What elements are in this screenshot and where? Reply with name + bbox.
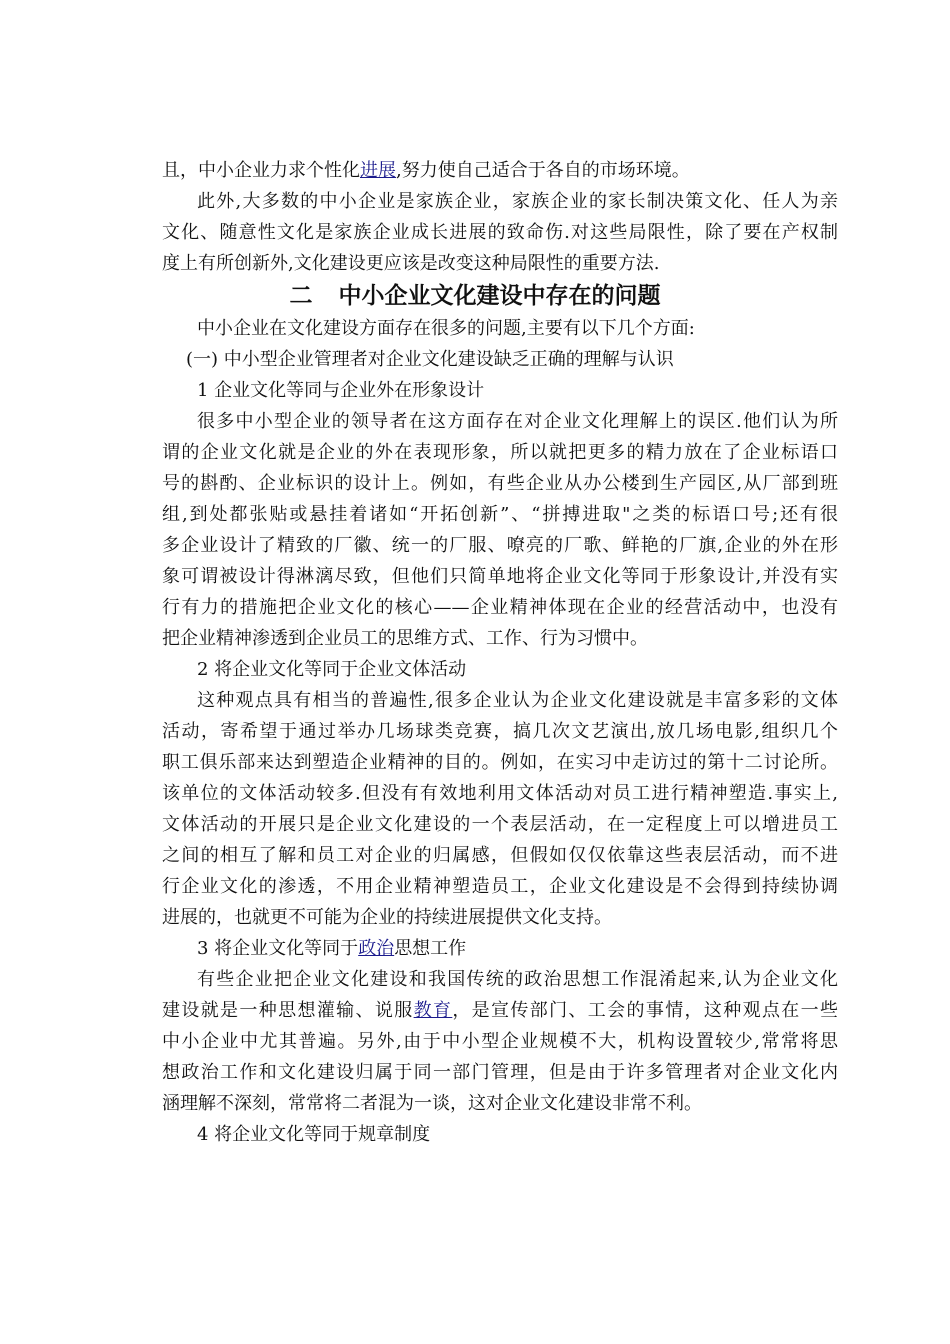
paragraph-line: 象可谓被设计得淋漓尽致，但他们只简单地将企业文化等同于形象设计,并没有实 <box>162 566 838 587</box>
section-heading <box>0 279 950 313</box>
paragraph-line <box>162 156 838 186</box>
item-heading: 4 将企业文化等同于规章制度 <box>197 1124 431 1145</box>
item-heading: 2 将企业文化等同于企业文体活动 <box>197 659 467 680</box>
text-span: ,努力使自己适合于各自的市场环境。 <box>396 160 690 181</box>
link-zhengzhi[interactable]: 政治 <box>358 938 395 959</box>
paragraph-line: 有些企业把企业文化建设和我国传统的政治思想工作混淆起来,认为企业文化 <box>197 969 838 990</box>
paragraph-line: 中小企业中尤其普遍。另外,由于中小型企业规模不大，机构设置较少,常常将思 <box>162 1031 838 1052</box>
paragraph-line: 想政治工作和文化建设归属于同一部门管理，但是由于许多管理者对企业文化内 <box>162 1062 838 1083</box>
paragraph-line: 谓的企业文化就是企业的外在表现形象，所以就把更多的精力放在了企业标语口 <box>162 442 838 463</box>
paragraph-line: 文化、随意性文化是家族企业成长进展的致命伤.对这些局限性，除了要在产权制 <box>162 222 838 243</box>
section-number: 二 <box>289 283 313 309</box>
paragraph-line: 活动，寄希望于通过举办几场球类竞赛，搞几次文艺演出,放几场电影,组织几个 <box>162 721 838 742</box>
link-jiaoyu[interactable]: 教育 <box>413 1000 453 1021</box>
paragraph-line <box>162 996 838 1026</box>
item-heading <box>197 934 838 964</box>
paragraph-line: 行有力的措施把企业文化的核心——企业精神体现在企业的经营活动中，也没有 <box>162 597 838 618</box>
paragraph-line: 涵理解不深刻，常常将二者混为一谈，这对企业文化建设非常不利。 <box>162 1093 702 1114</box>
paragraph-line: 进展的，也就更不可能为企业的持续进展提供文化支持。 <box>162 907 612 928</box>
paragraph-line: 此外,大多数的中小企业是家族企业，家族企业的家长制决策文化、任人为亲 <box>197 191 838 212</box>
paragraph-line: 号的斟酌、企业标识的设计上。例如，有些企业从办公楼到生产园区,从厂部到班 <box>162 473 838 494</box>
text-span: 建设就是一种思想灌输、说服 <box>162 1000 414 1021</box>
text-span: 且，中小企业力求个性化 <box>162 160 360 181</box>
text-span: ，是宣传部门、工会的事情，这种观点在一些 <box>452 1000 838 1021</box>
section-intro: 中小企业在文化建设方面存在很多的问题,主要有以下几个方面: <box>197 318 695 339</box>
paragraph-line: 组,到处都张贴或悬挂着诸如“开拓创新”、“拼搏进取"之类的标语口号;还有很 <box>162 504 838 525</box>
text-span: 3 将企业文化等同于 <box>197 938 359 959</box>
paragraph-line: 职工俱乐部来达到塑造企业精神的目的。例如，在实习中走访过的第十二讨论所。 <box>162 752 838 773</box>
link-jinzhan[interactable]: 进展 <box>360 160 396 181</box>
paragraph-line: 文体活动的开展只是企业文化建设的一个表层活动，在一定程度上可以增进员工 <box>162 814 838 835</box>
paragraph-line: 这种观点具有相当的普遍性,很多企业认为企业文化建设就是丰富多彩的文体 <box>197 690 838 711</box>
text-span: 思想工作 <box>394 938 467 959</box>
paragraph-line: 把企业精神渗透到企业员工的思维方式、工作、行为习惯中。 <box>162 628 648 649</box>
paragraph-line: 度上有所创新外,文化建设更应该是改变这种局限性的重要方法. <box>162 253 660 274</box>
item-heading: 1 企业文化等同与企业外在形象设计 <box>197 380 485 401</box>
paragraph-line: 很多中小型企业的领导者在这方面存在对企业文化理解上的误区.他们认为所 <box>197 411 838 432</box>
section-title: 中小企业文化建设中存在的问题 <box>338 283 661 309</box>
paragraph-line: 该单位的文体活动较多.但没有有效地利用文体活动对员工进行精神塑造.事实上, <box>162 783 838 804</box>
subsection-heading: (一) 中小型企业管理者对企业文化建设缺乏正确的理解与认识 <box>186 349 674 370</box>
paragraph-line: 行企业文化的渗透，不用企业精神塑造员工，企业文化建设是不会得到持续协调 <box>162 876 838 897</box>
paragraph-line: 之间的相互了解和员工对企业的归属感，但假如仅仅依靠这些表层活动，而不进 <box>162 845 838 866</box>
paragraph-line: 多企业设计了精致的厂徽、统一的厂服、嘹亮的厂歌、鲜艳的厂旗,企业的外在形 <box>162 535 838 556</box>
